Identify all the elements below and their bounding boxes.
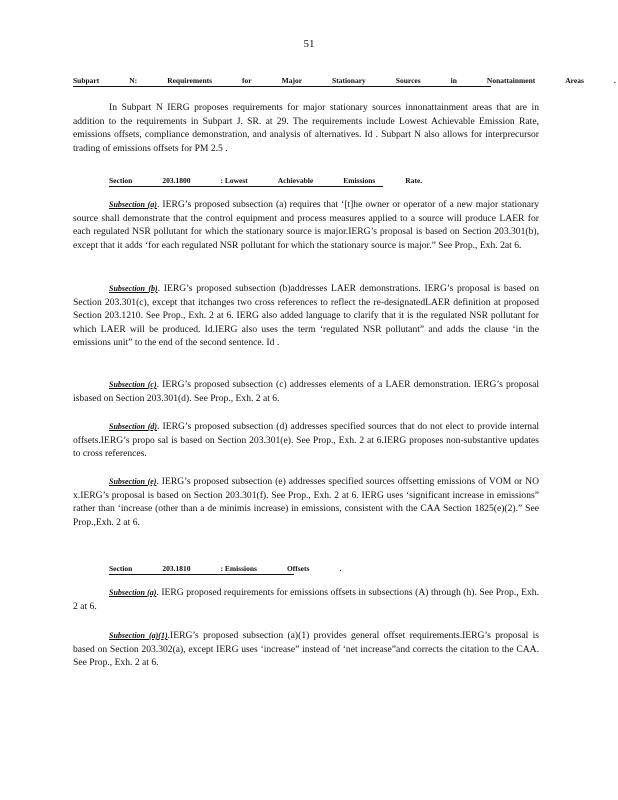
heading-word: Major: [281, 76, 303, 85]
paragraph-text: . IERG’s proposed subsection (a) requires that ‘[t]he owner or operator of a new major stationary source shall demonstrate that the control equipment and process measures applied to a source will produce LAER for each regulated NSR pollutant for which the stationary source is major.IERG’s proposal is based on Section 203.301(b), except that it adds ‘for each regulated NSR pollutant for which the stationary source is major.” See Prop., Exh. 2at 6.: [73, 199, 540, 251]
heading-word: Emissions: [343, 176, 376, 185]
paragraph-subsection-a-offsets: [73, 586, 539, 613]
subsection-label: Subsection (e): [109, 477, 157, 486]
heading-section-1800: [109, 176, 423, 187]
subsection-label: Subsection (a): [109, 200, 157, 209]
heading-word: Sources: [395, 76, 421, 85]
paragraph-text: In Subpart N IERG proposes requirements for major stationary sources innonattainment areas that are in addition to the requirements in Subpart J. SR. at 29. The requirements include Lowest Achievable Emission Rate, emissions offsets, compliance demonstration, and analysis of alternatives. Id . Subpart N also allows for interprecursor trading of emissions offsets for PM 2.5 .: [73, 102, 539, 154]
heading-word: Rate.: [405, 176, 423, 185]
heading-subpart-n: [73, 76, 616, 87]
paragraph-subsection-d: [73, 420, 539, 461]
heading-word: Achievable: [277, 176, 314, 185]
paragraph-intro: [73, 101, 539, 155]
heading-word: N:: [129, 76, 138, 85]
heading-word: Section: [109, 176, 133, 185]
paragraph-subsection-a1: [73, 629, 539, 670]
paragraph-text: . IERG proposed requirements for emissions offsets in subsections (A) through (h). See Prop., Exh. 2 at 6.: [73, 587, 539, 612]
page-number: 51: [303, 38, 315, 50]
heading-section-1810: [109, 564, 342, 575]
subsection-label: Subsection (a)(1): [109, 631, 168, 640]
heading-word: .: [613, 76, 616, 85]
heading-word: : Emissions: [220, 564, 257, 573]
heading-word: Stationary: [332, 76, 366, 85]
heading-word: 203.1800: [162, 176, 191, 185]
subsection-label: Subsection (d): [109, 422, 158, 431]
subsection-label: Subsection (c): [109, 380, 157, 389]
heading-word: Subpart: [73, 76, 100, 85]
heading-word: Areas: [565, 76, 584, 85]
paragraph-text: . IERG’s proposed subsection (d) addresses specified sources that do not elect to provide internal offsets.IERG’s propo sal is based on Section 203.301(e). See Prop., Exh. 2 at 6.IERG proposes non-substantive updates to cross references.: [73, 421, 539, 460]
heading-word: Offsets: [286, 564, 310, 573]
heading-word: in: [450, 76, 457, 85]
heading-word: Requirements: [167, 76, 213, 85]
paragraph-text: . IERG’s proposed subsection (c) addresses elements of a LAER demonstration. IERG’s proposal isbased on Section 203.301(d). See Prop., Exh. 2 at 6.: [73, 379, 539, 404]
subsection-label: Subsection (b): [109, 284, 158, 293]
heading-word: .: [339, 564, 342, 573]
paragraph-subsection-c: [73, 378, 539, 405]
paragraph-text: .IERG’s proposed subsection (a)(1) provides general offset requirements.IERG’s proposal is based on Section 203.302(a), except IERG uses ‘increase” instead of ‘net increase”and corrects the citation to the CAA. See Prop., Exh. 2 at 6.: [73, 630, 539, 669]
paragraph-subsection-a: [73, 198, 539, 252]
heading-word: 203.1810: [162, 564, 191, 573]
paragraph-subsection-e: [73, 475, 539, 529]
subsection-label: Subsection (a): [109, 588, 157, 597]
heading-word: Nonattainment: [486, 76, 536, 85]
heading-word: : Lowest: [220, 176, 248, 185]
paragraph-text: . IERG’s proposed subsection (e) addresses specified sources offsetting emissions of VOM or NO x.IERG’s proposal is based on Section 203.301(f). See Prop., Exh. 2 at 6. IERG uses ‘significant increase in emissions” rather than ‘increase (other than a de minimis increase) in emissions, consistent with the CAA Section 1825(e)(2).” See Prop.,Exh. 2 at 6.: [73, 476, 540, 528]
paragraph-text: . IERG’s proposed subsection (b)addresses LAER demonstrations. IERG’s proposal is based on Section 203.301(c), except that itchanges two cross references to reflect the re-designatedLAER definition at proposed Section 203.1210. See Prop., Exh. 2 at 6. IERG also added language to clarify that it is the regulated NSR pollutant for which LAER will be produced. Id.IERG also uses the term ‘regulated NSR pollutant” and adds the clause ‘in the emissions unit” to the end of the second sentence. Id .: [73, 283, 539, 349]
heading-word: for: [242, 76, 252, 85]
paragraph-subsection-b: [73, 282, 539, 350]
heading-word: Section: [109, 564, 133, 573]
